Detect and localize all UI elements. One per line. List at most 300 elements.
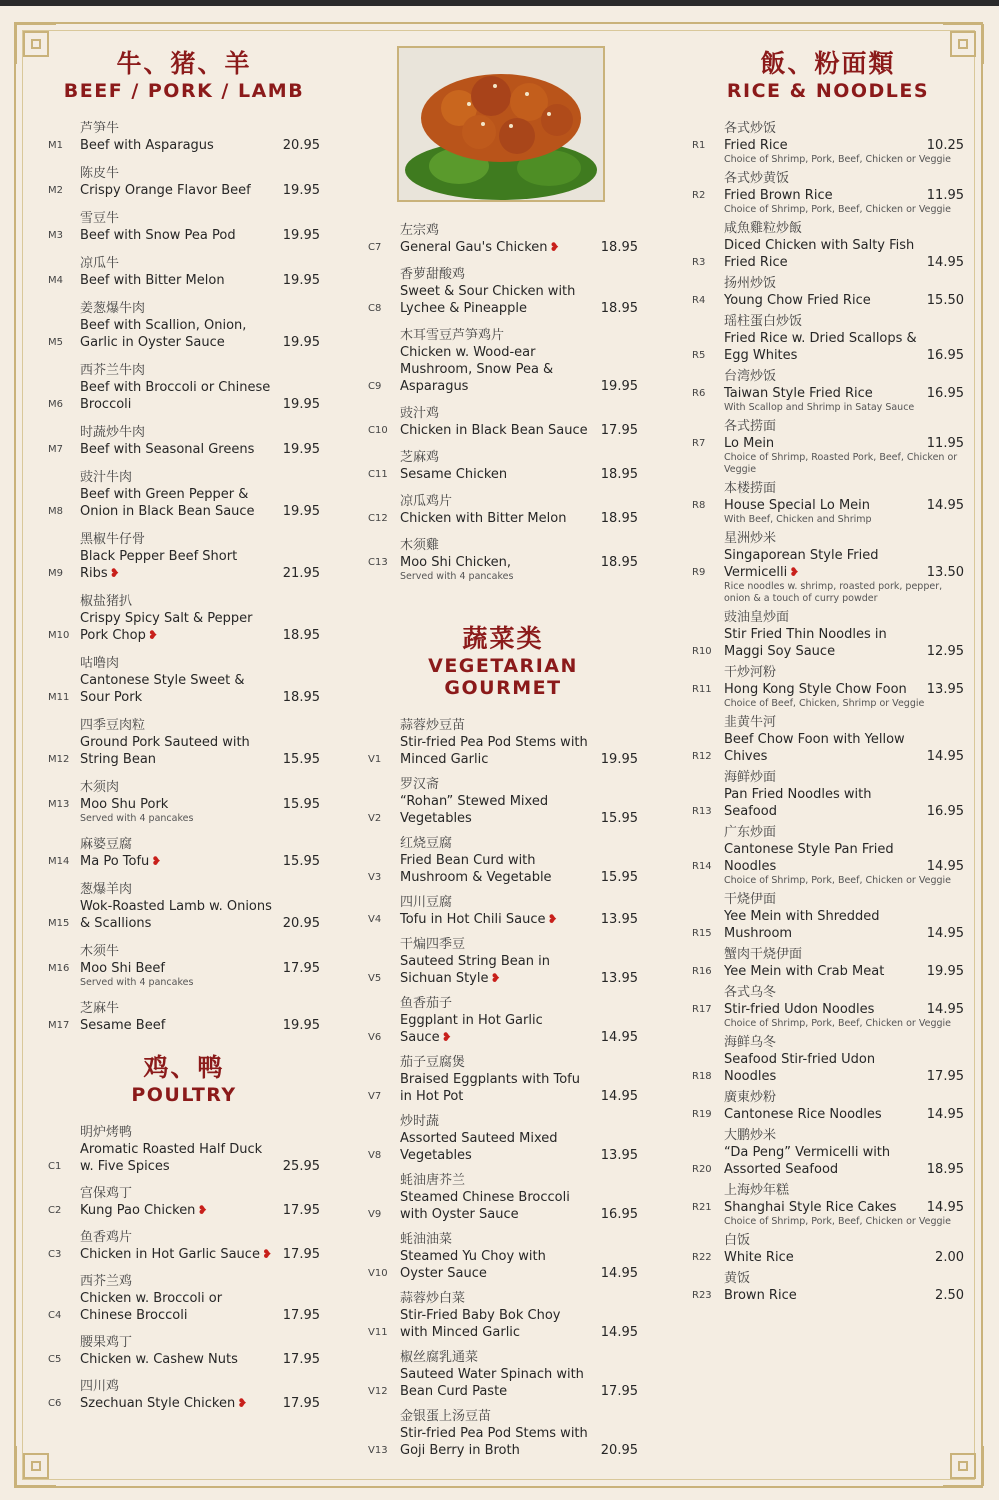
item-name	[400, 554, 592, 571]
section-title-zh: 鸡、鸭	[143, 1053, 225, 1082]
item-name-text: Beef with Snow Pea Pod	[80, 228, 236, 243]
menu-item	[48, 593, 320, 644]
menu-item	[368, 1408, 638, 1459]
menu-item	[48, 779, 320, 825]
item-name-text: General Gau's Chicken	[400, 240, 548, 255]
item-chinese-name: 干煸四季豆	[400, 937, 466, 952]
item-note: Choice of Shrimp, Pork, Beef, Chicken or Veggie	[724, 1018, 951, 1029]
menu-item	[48, 1000, 320, 1034]
item-name-text: Chicken w. Cashew Nuts	[80, 1352, 238, 1367]
item-code: R6	[692, 388, 706, 399]
item-name-text: Fried Rice w. Dried Scallops & Egg Whites	[724, 331, 917, 363]
item-chinese-name: 黄饭	[724, 1271, 751, 1286]
corner-ornament-icon	[939, 1442, 985, 1488]
item-price: 14.95	[926, 926, 964, 941]
item-chinese-name: 瑶柱蛋白炒饭	[724, 314, 803, 329]
item-name	[724, 547, 918, 581]
item-name	[400, 422, 592, 439]
menu-item	[368, 835, 638, 886]
item-price: 16.95	[600, 1207, 638, 1222]
item-chinese-name: 蒜蓉炒豆苗	[400, 718, 466, 733]
item-name-text: Assorted Sauteed Mixed Vegetables	[400, 1131, 558, 1163]
item-price: 14.95	[926, 255, 964, 270]
section-header-rice	[692, 48, 964, 102]
item-price: 15.95	[600, 870, 638, 885]
item-code: V11	[368, 1327, 388, 1338]
item-name-text: Taiwan Style Fried Rice	[724, 386, 873, 401]
menu-item	[692, 480, 964, 526]
item-price: 19.95	[282, 273, 320, 288]
item-note: Choice of Shrimp, Pork, Beef, Chicken or Veggie	[724, 875, 951, 886]
item-code: C9	[368, 381, 382, 392]
item-code: M5	[48, 337, 63, 348]
item-name-text: Fried Rice	[724, 138, 788, 153]
item-chinese-name: 蚝油唐芥兰	[400, 1173, 466, 1188]
item-price: 19.95	[282, 397, 320, 412]
item-code: R10	[692, 646, 712, 657]
item-name	[80, 182, 274, 199]
item-name-text: Yee Mein with Crab Meat	[724, 964, 885, 979]
item-name	[724, 237, 918, 271]
item-code: V2	[368, 813, 382, 824]
menu-item	[48, 1229, 320, 1263]
item-price: 25.95	[282, 1159, 320, 1174]
menu-item	[368, 1054, 638, 1105]
item-code: R20	[692, 1164, 712, 1175]
item-name	[80, 1017, 274, 1034]
poultry-items-list	[48, 1124, 320, 1412]
menu-item	[48, 655, 320, 706]
item-price: 15.95	[600, 811, 638, 826]
item-chinese-name: 左宗鸡	[400, 223, 440, 238]
item-price: 18.95	[600, 240, 638, 255]
item-code: V12	[368, 1386, 388, 1397]
item-name-text: Chicken in Black Bean Sauce	[400, 423, 588, 438]
menu-item	[368, 776, 638, 827]
item-chinese-name: 陈皮牛	[80, 166, 120, 181]
chili-pepper-icon: ❥	[490, 971, 501, 985]
item-name	[724, 1249, 918, 1266]
item-name-text: Fried Brown Rice	[724, 188, 833, 203]
item-chinese-name: 豉汁鸡	[400, 406, 440, 421]
item-name	[80, 1141, 274, 1175]
corner-ornament-icon	[14, 1442, 60, 1488]
item-price: 17.95	[282, 961, 320, 976]
item-name-text: Sesame Beef	[80, 1018, 166, 1033]
item-code: V10	[368, 1268, 388, 1279]
item-price: 2.50	[935, 1288, 964, 1303]
item-price: 15.95	[282, 752, 320, 767]
item-name-text: Cantonese Style Pan Fried Noodles	[724, 842, 894, 874]
item-chinese-name: 广东炒面	[724, 825, 777, 840]
item-code: C10	[368, 425, 388, 436]
item-name-text: Moo Shi Beef	[80, 961, 165, 976]
item-chinese-name: 白饭	[724, 1233, 751, 1248]
item-code: V7	[368, 1091, 382, 1102]
item-code: V9	[368, 1209, 382, 1220]
item-price: 20.95	[282, 138, 320, 153]
item-code: R8	[692, 500, 706, 511]
item-name-text: Stir-fried Udon Noodles	[724, 1002, 875, 1017]
item-code: R9	[692, 567, 706, 578]
chili-pepper-icon: ❥	[441, 1030, 452, 1044]
item-name-text: Moo Shi Chicken,	[400, 555, 512, 570]
menu-item	[48, 881, 320, 932]
item-code: M17	[48, 1020, 70, 1031]
item-name	[80, 1290, 274, 1324]
item-name-text: Beef with Green Pepper & Onion in Black Bean Sauce	[80, 487, 255, 519]
item-name-text: Stir-Fried Baby Bok Choy with Minced Garlic	[400, 1308, 561, 1340]
item-chinese-name: 凉瓜鸡片	[400, 494, 453, 509]
item-price: 2.00	[935, 1250, 964, 1265]
chili-pepper-icon: ❥	[789, 565, 800, 579]
item-price: 17.95	[282, 1203, 320, 1218]
item-name-text: Hong Kong Style Chow Foon	[724, 682, 907, 697]
item-price: 14.95	[926, 749, 964, 764]
menu-item	[368, 1349, 638, 1400]
section-title-zh: 飯、粉面類	[760, 49, 896, 78]
item-code: M9	[48, 568, 63, 579]
section-title-en: RICE & NOODLES	[726, 80, 930, 102]
item-name	[724, 1051, 918, 1085]
item-code: M10	[48, 630, 70, 641]
item-name	[80, 272, 274, 289]
section-title-zh: 牛、猪、羊	[116, 49, 252, 78]
item-code: R12	[692, 751, 712, 762]
poultry-items-list-continued	[368, 222, 638, 583]
item-note: Choice of Shrimp, Pork, Beef, Chicken or Veggie	[724, 154, 951, 165]
item-chinese-name: 豉汁牛肉	[80, 470, 133, 485]
item-code: M15	[48, 918, 70, 929]
item-code: M4	[48, 275, 63, 286]
item-name	[724, 435, 918, 452]
item-name-text: Seafood Stir-fried Udon Noodles	[724, 1052, 876, 1084]
item-name	[724, 731, 918, 765]
item-code: M3	[48, 230, 63, 241]
chili-pepper-icon: ❥	[261, 1247, 273, 1261]
item-chinese-name: 各式捞面	[724, 419, 777, 434]
section-title-en: VEGETARIAN	[428, 655, 578, 677]
item-name	[724, 963, 918, 980]
section-header-beef	[48, 48, 320, 102]
item-name	[724, 497, 918, 514]
rice-items-list	[692, 120, 964, 1304]
item-name	[80, 1202, 274, 1219]
item-name	[80, 672, 274, 706]
item-name-text: Braised Eggplants with Tofu in Hot Pot	[400, 1072, 581, 1104]
item-name-text: Beef Chow Foon with Yellow Chives	[724, 732, 905, 764]
item-name-text: Chicken with Bitter Melon	[400, 511, 567, 526]
item-name-text: Steamed Yu Choy with Oyster Sauce	[400, 1249, 546, 1281]
item-note: Served with 4 pancakes	[400, 571, 514, 582]
item-name-text: Tofu in Hot Chili Sauce	[400, 912, 546, 927]
item-chinese-name: 廣東炒粉	[724, 1090, 777, 1105]
item-note: Choice of Beef, Chicken, Shrimp or Veggie	[724, 698, 925, 709]
chili-pepper-icon: ❥	[549, 240, 560, 254]
item-name	[80, 853, 274, 870]
item-name	[80, 379, 274, 413]
item-price: 14.95	[926, 859, 964, 874]
item-name-text: Beef with Bitter Melon	[80, 273, 225, 288]
item-code: C6	[48, 1398, 62, 1409]
item-name	[80, 960, 274, 977]
menu-item	[48, 165, 320, 199]
food-photo-icon	[397, 46, 605, 202]
menu-item	[48, 424, 320, 458]
item-name	[400, 1307, 592, 1341]
item-price: 13.95	[600, 912, 638, 927]
item-chinese-name: 明炉烤鸭	[80, 1125, 133, 1140]
menu-item	[368, 894, 638, 928]
menu-item	[368, 995, 638, 1046]
menu-item	[368, 327, 638, 395]
item-price: 14.95	[600, 1325, 638, 1340]
item-name	[80, 317, 274, 351]
item-name	[724, 681, 918, 698]
menu-item	[48, 120, 320, 154]
item-price: 12.95	[926, 644, 964, 659]
column-poultry-veg	[368, 222, 638, 1467]
menu-item	[692, 946, 964, 980]
item-chinese-name: 咸魚雞粒炒飯	[724, 221, 803, 236]
menu-item	[692, 664, 964, 710]
item-price: 14.95	[926, 1107, 964, 1122]
item-name	[400, 344, 592, 395]
item-chinese-name: 芦笋牛	[80, 121, 120, 136]
item-name	[80, 1246, 274, 1263]
item-name	[80, 227, 274, 244]
item-code: M11	[48, 692, 70, 703]
item-chinese-name: 雪豆牛	[80, 211, 120, 226]
item-price: 18.95	[600, 467, 638, 482]
item-name-text: Ground Pork Sauteed with String Bean	[80, 735, 250, 767]
item-name	[724, 187, 918, 204]
item-chinese-name: 椒丝腐乳通菜	[400, 1350, 479, 1365]
item-price: 14.95	[600, 1030, 638, 1045]
item-price: 10.25	[926, 138, 964, 153]
menu-item	[48, 717, 320, 768]
item-chinese-name: 星洲炒米	[724, 531, 777, 546]
item-name-text: Ma Po Tofu	[80, 854, 150, 869]
item-price: 18.95	[600, 301, 638, 316]
section-header-poultry	[48, 1052, 320, 1106]
item-chinese-name: 干烧伊面	[724, 892, 777, 907]
item-chinese-name: 蟹肉干烧伊面	[724, 947, 803, 962]
section-title-en-2: GOURMET	[444, 677, 562, 699]
item-name-text: Singaporean Style Fried Vermicelli	[724, 548, 879, 580]
menu-item	[48, 362, 320, 413]
item-price: 15.50	[926, 293, 964, 308]
item-chinese-name: 各式炒饭	[724, 121, 777, 136]
menu-item	[692, 418, 964, 476]
item-name-text: Pan Fried Noodles with Seafood	[724, 787, 872, 819]
menu-item	[692, 120, 964, 166]
item-code: C11	[368, 469, 388, 480]
menu-item	[368, 1290, 638, 1341]
column-beef-poultry	[48, 48, 320, 1422]
item-code: R11	[692, 684, 712, 695]
menu-item	[692, 530, 964, 605]
item-name	[80, 441, 274, 458]
item-price: 13.95	[926, 682, 964, 697]
item-name-text: Kung Pao Chicken	[80, 1203, 196, 1218]
item-name-text: Stir-fried Pea Pod Stems with Goji Berry in Broth	[400, 1426, 588, 1458]
item-price: 13.95	[600, 971, 638, 986]
menu-item	[368, 1231, 638, 1282]
item-chinese-name: 西芥兰牛肉	[80, 363, 146, 378]
menu-item	[368, 936, 638, 987]
item-code: V8	[368, 1150, 382, 1161]
item-name-text: Cantonese Style Sweet & Sour Pork	[80, 673, 245, 705]
item-code: R15	[692, 928, 712, 939]
item-code: V6	[368, 1032, 382, 1043]
column-rice-noodles	[692, 48, 964, 1308]
item-code: R4	[692, 295, 706, 306]
item-price: 14.95	[926, 498, 964, 513]
item-chinese-name: 鱼香茄子	[400, 996, 453, 1011]
item-note: With Scallop and Shrimp in Satay Sauce	[724, 402, 915, 413]
item-price: 17.95	[600, 423, 638, 438]
item-note: Served with 4 pancakes	[80, 977, 194, 988]
item-name	[400, 466, 592, 483]
item-name	[400, 1248, 592, 1282]
item-name	[80, 137, 274, 154]
menu-item	[48, 1378, 320, 1412]
menu-item	[692, 1127, 964, 1178]
item-price: 14.95	[600, 1266, 638, 1281]
item-chinese-name: 四川鸡	[80, 1379, 120, 1394]
item-chinese-name: 姜葱爆牛肉	[80, 301, 146, 316]
item-name-text: White Rice	[724, 1250, 794, 1265]
item-name	[724, 626, 918, 660]
item-price: 11.95	[926, 188, 964, 203]
menu-item	[368, 266, 638, 317]
vegetarian-items-list	[368, 717, 638, 1459]
item-name	[80, 486, 274, 520]
item-chinese-name: 红烧豆腐	[400, 836, 453, 851]
item-code: M12	[48, 754, 70, 765]
item-chinese-name: 时蔬炒牛肉	[80, 425, 146, 440]
item-chinese-name: 宫保鸡丁	[80, 1186, 133, 1201]
menu-item	[692, 824, 964, 887]
item-code: V5	[368, 973, 382, 984]
item-chinese-name: 干炒河粉	[724, 665, 777, 680]
menu-item	[48, 300, 320, 351]
item-code: R21	[692, 1202, 712, 1213]
menu-item	[692, 891, 964, 942]
item-price: 17.95	[282, 1308, 320, 1323]
item-code: R16	[692, 966, 712, 977]
item-name	[724, 385, 918, 402]
item-price: 17.95	[600, 1384, 638, 1399]
chili-pepper-icon: ❥	[237, 1396, 248, 1410]
item-chinese-name: 扬州炒饭	[724, 276, 777, 291]
menu-item	[48, 1124, 320, 1175]
item-name-text: Chicken w. Broccoli or Chinese Broccoli	[80, 1291, 223, 1323]
item-chinese-name: 芝麻鸡	[400, 450, 440, 465]
item-chinese-name: 葱爆羊肉	[80, 882, 133, 897]
item-price: 21.95	[282, 566, 320, 581]
item-name	[400, 510, 592, 527]
item-name-text: Aromatic Roasted Half Duck w. Five Spices	[80, 1142, 263, 1174]
item-code: M6	[48, 399, 63, 410]
item-name-text: Szechuan Style Chicken	[80, 1396, 236, 1411]
item-chinese-name: 炒时蔬	[400, 1114, 440, 1129]
menu-item	[368, 405, 638, 439]
item-code: C13	[368, 557, 388, 568]
item-name-text: Lo Mein	[724, 436, 775, 451]
menu-item	[692, 1089, 964, 1123]
menu-item	[692, 1034, 964, 1085]
item-code: M8	[48, 506, 63, 517]
menu-item	[692, 220, 964, 271]
item-name	[724, 330, 918, 364]
item-name	[724, 1199, 918, 1216]
menu-item	[692, 313, 964, 364]
menu-item	[692, 1270, 964, 1304]
item-price: 18.95	[926, 1162, 964, 1177]
item-price: 16.95	[926, 348, 964, 363]
item-name-text: Eggplant in Hot Garlic Sauce	[400, 1013, 543, 1045]
item-code: V3	[368, 872, 382, 883]
item-chinese-name: 黑椒牛仔骨	[80, 532, 146, 547]
item-name	[724, 1106, 918, 1123]
item-price: 17.95	[926, 1069, 964, 1084]
item-name-text: Shanghai Style Rice Cakes	[724, 1200, 897, 1215]
item-name-text: Chicken in Hot Garlic Sauce	[80, 1247, 260, 1262]
item-note: Choice of Shrimp, Roasted Pork, Beef, Chicken or Veggie	[724, 452, 958, 475]
item-chinese-name: 大鹏炒米	[724, 1128, 777, 1143]
item-name	[400, 1071, 592, 1105]
item-name-text: Beef with Asparagus	[80, 138, 214, 153]
item-code: R3	[692, 257, 706, 268]
menu-item	[48, 1185, 320, 1219]
item-code: C8	[368, 303, 382, 314]
item-name	[724, 137, 918, 154]
chili-pepper-icon: ❥	[197, 1203, 208, 1217]
menu-item	[48, 1334, 320, 1368]
item-code: C7	[368, 242, 382, 253]
menu-item	[692, 769, 964, 820]
chili-pepper-icon: ❥	[109, 566, 120, 580]
item-code: V1	[368, 754, 382, 765]
top-edge	[0, 0, 999, 6]
item-chinese-name: 各式乌冬	[724, 985, 777, 1000]
item-chinese-name: 四川豆腐	[400, 895, 453, 910]
menu-item	[368, 717, 638, 768]
item-code: R5	[692, 350, 706, 361]
item-code: C12	[368, 513, 388, 524]
menu-item	[368, 1113, 638, 1164]
menu-item	[692, 1232, 964, 1266]
item-note: Rice noodles w. shrimp, roasted pork, pepper, onion & a touch of curry powder	[724, 581, 943, 604]
item-code: R18	[692, 1071, 712, 1082]
item-code: R1	[692, 140, 706, 151]
item-code: R17	[692, 1004, 712, 1015]
item-name-text: Wok-Roasted Lamb w. Onions & Scallions	[80, 899, 272, 931]
item-name-text: Sauteed Water Spinach with Bean Curd Paste	[400, 1367, 584, 1399]
menu-item	[692, 984, 964, 1030]
item-chinese-name: 韭黄牛河	[724, 715, 777, 730]
item-code: R13	[692, 806, 712, 817]
item-code: C2	[48, 1205, 62, 1216]
item-name	[80, 1351, 274, 1368]
item-chinese-name: 金银蛋上汤豆苗	[400, 1409, 492, 1424]
item-chinese-name: 木须肉	[80, 780, 120, 795]
item-price: 19.95	[600, 379, 638, 394]
item-name	[80, 1395, 274, 1412]
menu-item	[368, 537, 638, 583]
